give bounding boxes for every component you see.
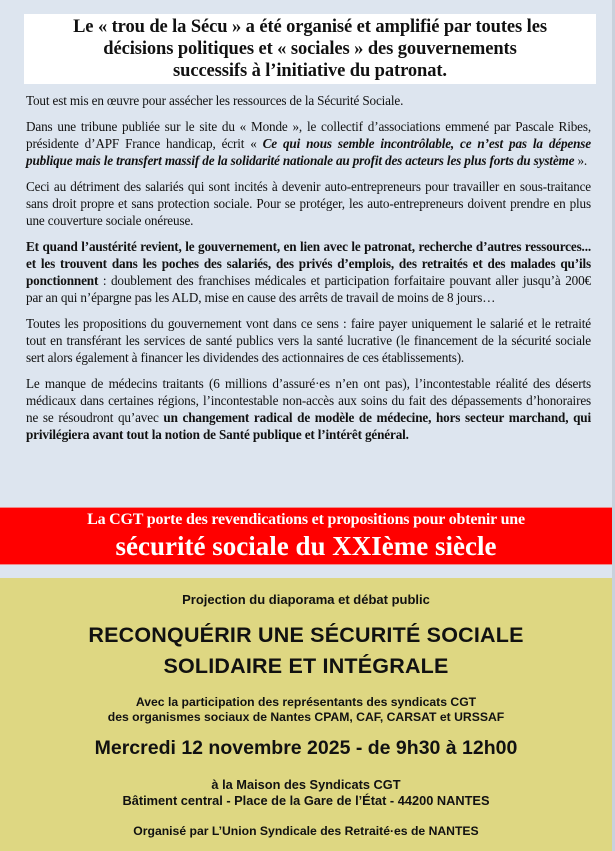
paragraph-3: Ceci au détriment des salariés qui sont incités à devenir auto-entrepreneurs pour travailler en sous-traitance sans droit propre et sans protection sociale. Pour se protéger, les auto-entrepreneurs doivent prendre en plus une couverture sociale onéreuse. [26,179,591,228]
article-body [26,92,591,452]
paragraph-2 [26,118,591,169]
headline-box [24,14,596,84]
paragraph-6 [26,375,591,443]
headline-line-2: décisions politiques et « sociales » des gouvernements [103,39,517,59]
event-section [0,578,612,851]
paragraph-4-bold: Et quand l’austérité revient, le gouvernement, en lien avec le patronat, recherche d’autres ressources... et les trouvent dans les poches des salariés, des privés d’emplois, des retraités et des malades qu’ils ponctionnent [26,239,591,288]
event-participation [0,695,612,725]
event-subtitle: Projection du diaporama et débat public [182,592,430,607]
event-title [0,620,612,682]
paragraph-4-rest: : doublement des franchises médicales et participation forfaitaire pouvant aller jusqu’à 200€ par an qui n’épargne pas les ALD, mise en cause des arrêts de travail de moins de 8 jours… [26,273,591,305]
place-line-2: Bâtiment central - Place de la Gare de l’État - 44200 NANTES [122,793,490,808]
headline-line-3: successifs à l’initiative du patronat. [173,61,447,81]
event-date: Mercredi 12 novembre 2025 - de 9h30 à 12h00 [94,737,518,759]
event-place [0,777,612,809]
paragraph-2-quote: Ce qui nous semble incontrôlable, ce n’est pas la dépense publique mais le transfert massif de la solidarité nationale au profit des acteurs les plus forts du système [26,136,591,168]
paragraph-1: Tout est mis en œuvre pour assécher les ressources de la Sécurité Sociale. [26,93,404,108]
event-organizer: Organisé par L’Union Syndicale des Retraité·es de NANTES [133,824,479,838]
place-line-1: à la Maison des Syndicats CGT [211,777,401,792]
paragraph-4 [26,238,591,306]
event-title-line-1: RECONQUÉRIR UNE SÉCURITÉ SOCIALE [88,623,524,647]
cgt-banner [0,507,612,565]
paragraph-2-intro: Dans une tribune publiée sur le site du « Monde », le collectif d’associations emmené par Pascale Ribes, présidente d’APF France handicap, écrit « [26,119,591,151]
paragraph-6-intro: Le manque de médecins traitants (6 millions d’assuré·es n’en ont pas), l’incontestable réalité des déserts médicaux dans certaines régions, l’incontestable non-accès aux soins du fait des dépassements d’honoraires ne se résoudront qu’avec [26,376,591,425]
participation-line-1: Avec la participation des représentants des syndicats CGT [135,695,477,709]
banner-line-1: La CGT porte des revendications et propositions pour obtenir une [87,511,525,528]
headline-line-1: Le « trou de la Sécu » a été organisé et amplifié par toutes les [73,17,547,37]
event-title-line-2: SOLIDAIRE ET INTÉGRALE [163,654,449,678]
banner-line-2: sécurité sociale du XXIème siècle [115,531,497,561]
paragraph-6-bold: un changement radical de modèle de médecine, hors secteur marchand, qui privilégiera avant tout la notion de Santé publique et l’intérêt général. [26,410,591,442]
participation-line-2: des organismes sociaux de Nantes CPAM, CAF, CARSAT et URSSAF [107,710,505,724]
paragraph-5: Toutes les propositions du gouvernement vont dans ce sens : faire payer uniquement le salarié et le retraité tout en transférant les services de santé publics vers la santé lucrative (le financement de la sécurité sociale sert alors également à financer les dividendes des actionnaires de ces établissements). [26,316,591,365]
paragraph-2-end: ». [574,153,588,168]
